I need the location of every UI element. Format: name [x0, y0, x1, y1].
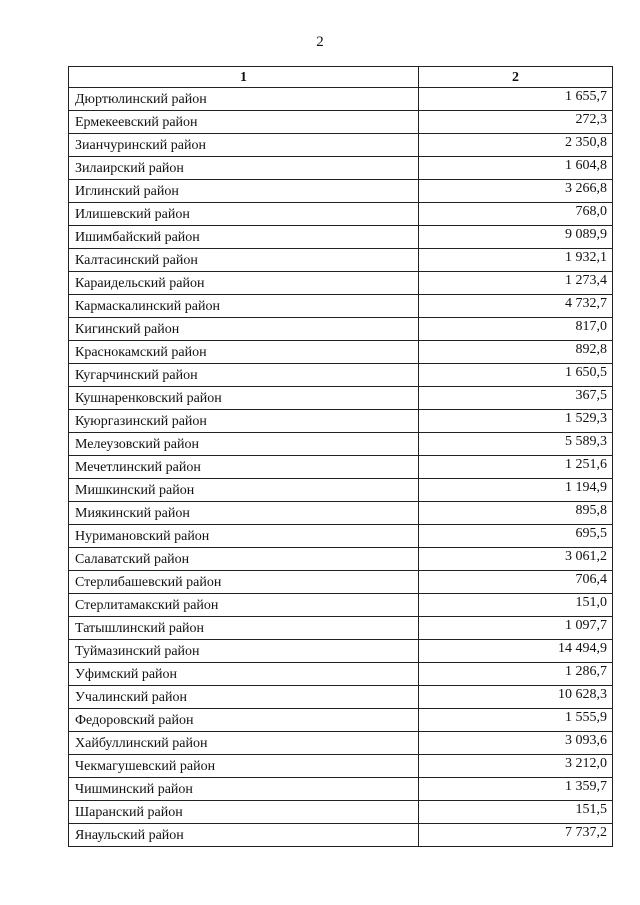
district-value-cell: 895,8: [419, 502, 613, 525]
district-value-cell: 1 359,7: [419, 778, 613, 801]
district-name-cell: Учалинский район: [69, 686, 419, 709]
table-header-row: [69, 67, 613, 88]
district-name-cell: Мелеузовский район: [69, 433, 419, 456]
district-name-cell: Уфимский район: [69, 663, 419, 686]
district-value-cell: 1 555,9: [419, 709, 613, 732]
table-row: [69, 755, 613, 778]
district-name-cell: Иглинский район: [69, 180, 419, 203]
district-name-cell: Ишимбайский район: [69, 226, 419, 249]
page-number: 2: [316, 34, 324, 50]
table-row: [69, 663, 613, 686]
district-name-cell: Илишевский район: [69, 203, 419, 226]
district-name-cell: Кигинский район: [69, 318, 419, 341]
district-value-cell: 1 529,3: [419, 410, 613, 433]
district-name-cell: Миякинский район: [69, 502, 419, 525]
table-row: [69, 548, 613, 571]
district-name-cell: Ермекеевский район: [69, 111, 419, 134]
table-row: [69, 709, 613, 732]
table-row: [69, 157, 613, 180]
table-row: [69, 134, 613, 157]
district-value-cell: 1 273,4: [419, 272, 613, 295]
district-name-cell: Калтасинский район: [69, 249, 419, 272]
district-name-cell: Мишкинский район: [69, 479, 419, 502]
district-value-cell: 1 251,6: [419, 456, 613, 479]
district-value-cell: 768,0: [419, 203, 613, 226]
table-body: [69, 88, 613, 847]
district-name-cell: Дюртюлинский район: [69, 88, 419, 111]
district-name-cell: Федоровский район: [69, 709, 419, 732]
district-value-cell: 5 589,3: [419, 433, 613, 456]
district-name-cell: Хайбуллинский район: [69, 732, 419, 755]
table-row: [69, 617, 613, 640]
table-row: [69, 824, 613, 847]
district-value-cell: 1 655,7: [419, 88, 613, 111]
table-row: [69, 778, 613, 801]
district-name-cell: Салаватский район: [69, 548, 419, 571]
district-name-cell: Зианчуринский район: [69, 134, 419, 157]
district-value-cell: 3 093,6: [419, 732, 613, 755]
table-row: [69, 180, 613, 203]
table-row: [69, 456, 613, 479]
district-value-cell: 1 286,7: [419, 663, 613, 686]
header-col-1: 1: [69, 67, 419, 88]
table-row: [69, 433, 613, 456]
district-value-cell: 892,8: [419, 341, 613, 364]
district-value-cell: 695,5: [419, 525, 613, 548]
table-row: [69, 594, 613, 617]
district-value-cell: 7 737,2: [419, 824, 613, 847]
district-value-cell: 1 604,8: [419, 157, 613, 180]
table-row: [69, 318, 613, 341]
district-value-cell: 3 212,0: [419, 755, 613, 778]
district-value-cell: 1 097,7: [419, 617, 613, 640]
district-name-cell: Чекмагушевский район: [69, 755, 419, 778]
table-row: [69, 732, 613, 755]
district-name-cell: Янаульский район: [69, 824, 419, 847]
table-row: [69, 203, 613, 226]
table-row: [69, 479, 613, 502]
district-value-cell: 2 350,8: [419, 134, 613, 157]
table-row: [69, 801, 613, 824]
district-name-cell: Шаранский район: [69, 801, 419, 824]
table-row: [69, 387, 613, 410]
district-name-cell: Караидельский район: [69, 272, 419, 295]
table-row: [69, 111, 613, 134]
district-value-cell: 706,4: [419, 571, 613, 594]
district-name-cell: Кармаскалинский район: [69, 295, 419, 318]
district-value-cell: 272,3: [419, 111, 613, 134]
table-row: [69, 525, 613, 548]
district-value-cell: 1 194,9: [419, 479, 613, 502]
header-col-2: 2: [419, 67, 613, 88]
table-row: [69, 364, 613, 387]
district-name-cell: Нуримановский район: [69, 525, 419, 548]
district-value-cell: 14 494,9: [419, 640, 613, 663]
table-row: [69, 571, 613, 594]
table-container: [68, 66, 613, 847]
district-name-cell: Краснокамский район: [69, 341, 419, 364]
district-name-cell: Кушнаренковский район: [69, 387, 419, 410]
district-name-cell: Татышлинский район: [69, 617, 419, 640]
table-row: [69, 502, 613, 525]
table-row: [69, 410, 613, 433]
district-value-cell: 9 089,9: [419, 226, 613, 249]
district-table: [68, 66, 613, 847]
district-name-cell: Стерлибашевский район: [69, 571, 419, 594]
district-value-cell: 1 932,1: [419, 249, 613, 272]
district-value-cell: 817,0: [419, 318, 613, 341]
table-row: [69, 249, 613, 272]
district-value-cell: 3 061,2: [419, 548, 613, 571]
district-name-cell: Зилаирский район: [69, 157, 419, 180]
district-name-cell: Мечетлинский район: [69, 456, 419, 479]
table-row: [69, 640, 613, 663]
table-row: [69, 686, 613, 709]
district-name-cell: Куюргазинский район: [69, 410, 419, 433]
table-row: [69, 341, 613, 364]
district-name-cell: Туймазинский район: [69, 640, 419, 663]
district-value-cell: 10 628,3: [419, 686, 613, 709]
district-value-cell: 3 266,8: [419, 180, 613, 203]
district-value-cell: 4 732,7: [419, 295, 613, 318]
district-value-cell: 1 650,5: [419, 364, 613, 387]
district-name-cell: Чишминский район: [69, 778, 419, 801]
district-value-cell: 151,5: [419, 801, 613, 824]
table-row: [69, 226, 613, 249]
district-name-cell: Кугарчинский район: [69, 364, 419, 387]
table-row: [69, 295, 613, 318]
district-value-cell: 151,0: [419, 594, 613, 617]
district-name-cell: Стерлитамакский район: [69, 594, 419, 617]
table-row: [69, 88, 613, 111]
table-row: [69, 272, 613, 295]
district-value-cell: 367,5: [419, 387, 613, 410]
